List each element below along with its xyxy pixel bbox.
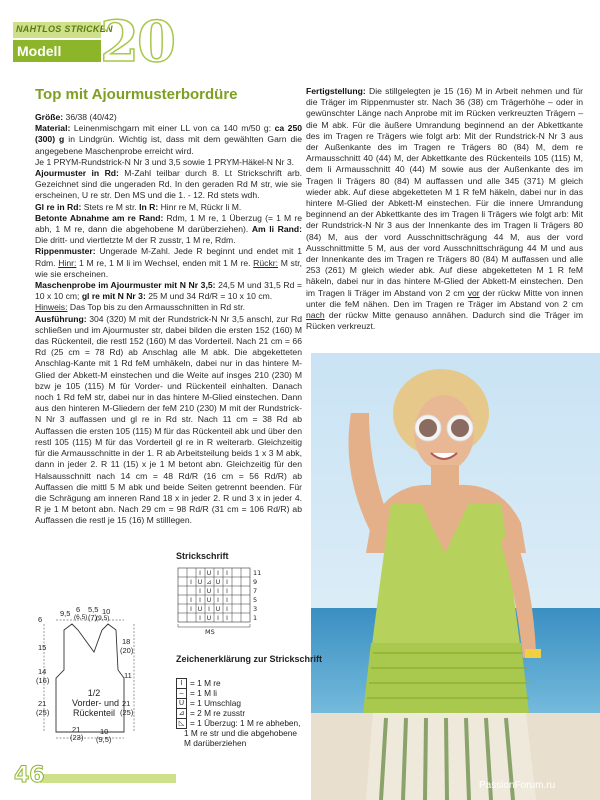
dim-7: (7) <box>88 613 98 622</box>
modell-label: Modell <box>17 43 62 59</box>
svg-text:I: I <box>208 606 210 613</box>
chart-ms-label: MS <box>205 628 215 636</box>
material-paragraph: Material: Leinenmischgarn mit einer LL von ca 140 m/50 g: ca 250 (300) g in Lindgrün. Wichtig ist, dass mit dem gewählten Garn die angegebene Maschenprobe erreicht wird. <box>35 123 303 156</box>
dim-20: (20) <box>120 646 134 655</box>
watermark: PassionForum.ru <box>479 780 556 791</box>
svg-text:⊿: ⊿ <box>206 579 212 586</box>
svg-text:I: I <box>190 579 192 586</box>
legend-item-knit: I = 1 M re <box>176 678 221 689</box>
page-title: Top mit Ajourmusterbordüre <box>35 86 238 103</box>
svg-text:I: I <box>226 597 228 604</box>
svg-text:I: I <box>217 588 219 595</box>
svg-text:I: I <box>217 570 219 577</box>
dim-5-5: 5,5 <box>88 605 99 614</box>
glre-paragraph: Gl re in Rd: Stets re M str. In R: Hinr re M, Rückr li M. <box>35 201 242 212</box>
svg-text:I: I <box>199 597 201 604</box>
betont-paragraph: Betonte Abnahme am re Rand: Rdm, 1 M re, 1 Überzug (= 1 M re abh, 1 M re, dann die abgehobene M darüberziehen). Am li Rand: Die dritt- und viertletzte M der R zusstr, 1 M re, Rdm. <box>35 212 302 246</box>
legend-item-skp-cont1: 1 M re str und die abgehobene <box>184 728 298 738</box>
knitting-chart <box>174 564 274 636</box>
series-label: NAHTLOS STRICKEN <box>16 24 113 34</box>
svg-text:U: U <box>215 579 221 586</box>
dim-bottom-10: 10 <box>100 727 109 736</box>
chart-row-5: 5 <box>253 596 258 604</box>
dim-9-5b: (9,5) <box>96 615 110 622</box>
maschenprobe-paragraph: Maschenprobe im Ajourmuster mit N Nr 3,5: 24,5 M und 31,5 Rd = 10 x 10 cm; gl re mit N Nr 3: 25 M und 34 Rd/R = 10 x 10 cm. <box>35 280 303 302</box>
legend-item-skp-cont2: M darüberziehen <box>184 738 247 748</box>
legend-item-k2tog: ⊿ = 2 M re zusstr <box>176 708 245 719</box>
dim-bottom-21: 21 <box>72 725 81 734</box>
dim-6-top: 6 <box>76 605 81 614</box>
legend-item-skp: ◺ = 1 Überzug: 1 M re abheben, <box>176 718 300 729</box>
size-line: Größe: 36/38 (40/42) <box>35 112 117 122</box>
fertigstellung-paragraph: Fertigstellung: Die stillgelegten je 15 (16) M in Arbeit nehmen und für die Träger im Rippenmuster str. Nach 36 (38) cm Trägerhöhe – oder in gewünschter Länge nach Anprobe mit im Rücken verkreuzten Trägern – die M abk. Für die äußere Umrandung beginnend an der Abkettkante des im Tragen re Trägers wie folgt arb: Mit der Rundstrick-N Nr 3 aus der Außenkante des im Tragen re Trägers 80 (84) M, dem re Armausschnitt 40 (44) M, der Abkettkante des Rückenteils 105 (115) M, dem li Armausschnitt 40 (44) M sowie aus der Außenkante des im Tragen li Trägers 80 (84) M auffassen und alle 345 (371) M gleich wieder abk. Auf diese abgeketteten M 1 R feM häkeln, dabei nur in das hintere M-Glied der Abkett-M einstechen. Für die innere Umrandung beginnend an der Abkettkante des im Tragen li Trägers wie folgt arb: Mit der Rundstrick-N Nr 3 aus der Innenkante des im Tragen li Trägers 80 (84) M, aus der vord Ausschnittschrägung 44 M, aus der vord Ausschnittmitte 5 M, aus der vord Ausschnittschrägung 44 M und aus der Innenkante des im Tragen re Trägers 80 (84) M auffassen und alle 253 (261) M gleich wieder abk. Auf diese abgeketteten M 1 R feM häkeln, dabei nur in das hintere M-Glied der Abkett-M einstechen. Den im Tragen li Träger im Abstand von 2 cm vor der rückw Mitte von innen unter die feM nähen. Den im Tragen re Träger im Abstand von 2 cm nach der rückw Mitte genauso annähen. Dadurch sind die Träger im Rücken verkreuzt. <box>306 86 583 332</box>
svg-text:I: I <box>199 588 201 595</box>
page-number: 46 <box>14 763 45 788</box>
chart-row-11: 11 <box>253 569 262 577</box>
svg-text:I: I <box>226 570 228 577</box>
svg-text:I: I <box>226 588 228 595</box>
legend-item-purl: – = 1 M li <box>176 688 217 699</box>
svg-text:I: I <box>199 570 201 577</box>
svg-text:U: U <box>206 597 212 604</box>
dim-bottom-23: (23) <box>70 733 84 742</box>
svg-text:I: I <box>226 615 228 622</box>
svg-text:I: I <box>217 597 219 604</box>
svg-text:U: U <box>206 615 212 622</box>
dim-15: 15 <box>38 643 47 652</box>
svg-text:I: I <box>226 606 228 613</box>
svg-text:I: I <box>226 579 228 586</box>
chart-row-7: 7 <box>253 587 258 595</box>
dim-9-5: 9,5 <box>60 609 71 618</box>
dim-6-5: (6,5) <box>74 614 88 621</box>
svg-text:I: I <box>190 606 192 613</box>
svg-text:U: U <box>206 570 212 577</box>
svg-text:U: U <box>197 606 203 613</box>
needles-paragraph: Je 1 PRYM-Rundstrick-N Nr 3 und 3,5 sowie 1 PRYM-Häkel-N Nr 3. <box>35 156 295 167</box>
dim-18: 18 <box>122 637 131 646</box>
svg-text:I: I <box>190 597 192 604</box>
dim-bottom-9-5: (9,5) <box>96 735 112 744</box>
chart-row-1: 1 <box>253 614 258 622</box>
dim-11: 11 <box>124 671 132 680</box>
ajour-paragraph: Ajourmuster in Rd: M-Zahl teilbar durch 8. Lt Strickschrift arb. Gezeichnet sind die ungeraden Rd. In den geraden Rd M str, wie sie erscheinen, U re str. Den MS und die 1. - 12. Rd stets wdh. <box>35 168 302 201</box>
dim-6: 6 <box>38 615 43 624</box>
dim-10: 10 <box>102 607 111 616</box>
rippen-paragraph: Rippenmuster: Ungerade M-Zahl. Jede R beginnt und endet mit 1 Rdm. Hinr: 1 M re, 1 M li im Wechsel, enden mit 1 M re. Rückr: M str, wie sie erscheinen. <box>35 246 302 279</box>
dim-25: (25) <box>36 708 50 717</box>
dim-21: 21 <box>38 699 47 708</box>
dim-14: 14 <box>38 667 47 676</box>
dim-21b: 21 <box>122 699 131 708</box>
dim-16: (16) <box>36 676 50 685</box>
garment-schematic <box>36 606 171 746</box>
instructions-right-column <box>306 86 583 332</box>
modell-number: 20 <box>100 9 174 75</box>
instructions-left-column <box>35 112 302 527</box>
svg-text:I: I <box>217 615 219 622</box>
dim-25b: (25) <box>120 708 134 717</box>
schematic-label: 1/2 Vorder- und Rückenteil <box>72 688 120 718</box>
ausfuehrung-paragraph: Ausführung: 304 (320) M mit der Rundstrick-N Nr 3,5 anschl, zur Rd schließen und im Ajourmuster str, dabei bilden die ersten 152 (160) M das Rückenteil, die restl 152 (160) M das Vorderteil. Nach 21 cm = 66 Rd (25 cm = 78 Rd) ab Anschlag alle M abk. Die abgeketteten Anschlag-Kante mit 1 Rd feM umhäkeln, dabei nur in das hintere M-Glied der Abkett-M einstechen und die Weite auf insges 210 (230) M bzw je 105 (115) M für Vorder- und Rückenteil einhalten. Danach noch 1 Rd feM str, dabei nur in das hintere M-Glied einstechen. Dann aus den hinteren M-Gliedern der feM 210 (230) M mit der Rundstrick-N Nr 3 auffassen und gl re in Rd str. Nach 11 cm = 38 Rd ab Auffassen die ersten 105 (115) M für das Rückenteil abk und über den restl 105 (115) M für das Vorderteil gl re in R weiterarb. Gleichzeitig für die Armausschnitte in der 1. R ab Arbeitsteilung beids 1 x 3 M abk, dann in jeder 2. R 11 (15) x je 1 M betont abn. Gleichzeitig für den Halsausschnitt nach 14 cm = 48 Rd/R (16 cm = 56 Rd/R) ab Auffassen die mittl 5 M abk und beide Seiten getrennt beenden. Für die Schrägung am inneren Rand 18 x in jeder 2. R und 3 x in jeder 4. R je 1 M betont abn. Nach 29 cm = 98 Rd/R (31 cm = 106 Rd/R) ab Auffassen die restl je 15 (16) M stilllegen. <box>35 313 302 526</box>
svg-text:U: U <box>197 579 203 586</box>
hinweis-paragraph: Hinweis: Das Top bis zu den Armausschnitten in Rd str. <box>35 302 246 313</box>
legend-title: Zeichenerklärung zur Strickschrift <box>176 654 323 664</box>
legend-item-yarnover: U = 1 Umschlag <box>176 698 241 709</box>
chart-title: Strickschrift <box>176 551 229 561</box>
svg-text:U: U <box>206 588 212 595</box>
svg-text:U: U <box>215 606 221 613</box>
svg-text:I: I <box>199 615 201 622</box>
footer-bar <box>40 774 176 783</box>
chart-row-9: 9 <box>253 578 258 586</box>
chart-row-3: 3 <box>253 605 258 613</box>
model-photo <box>311 353 600 800</box>
